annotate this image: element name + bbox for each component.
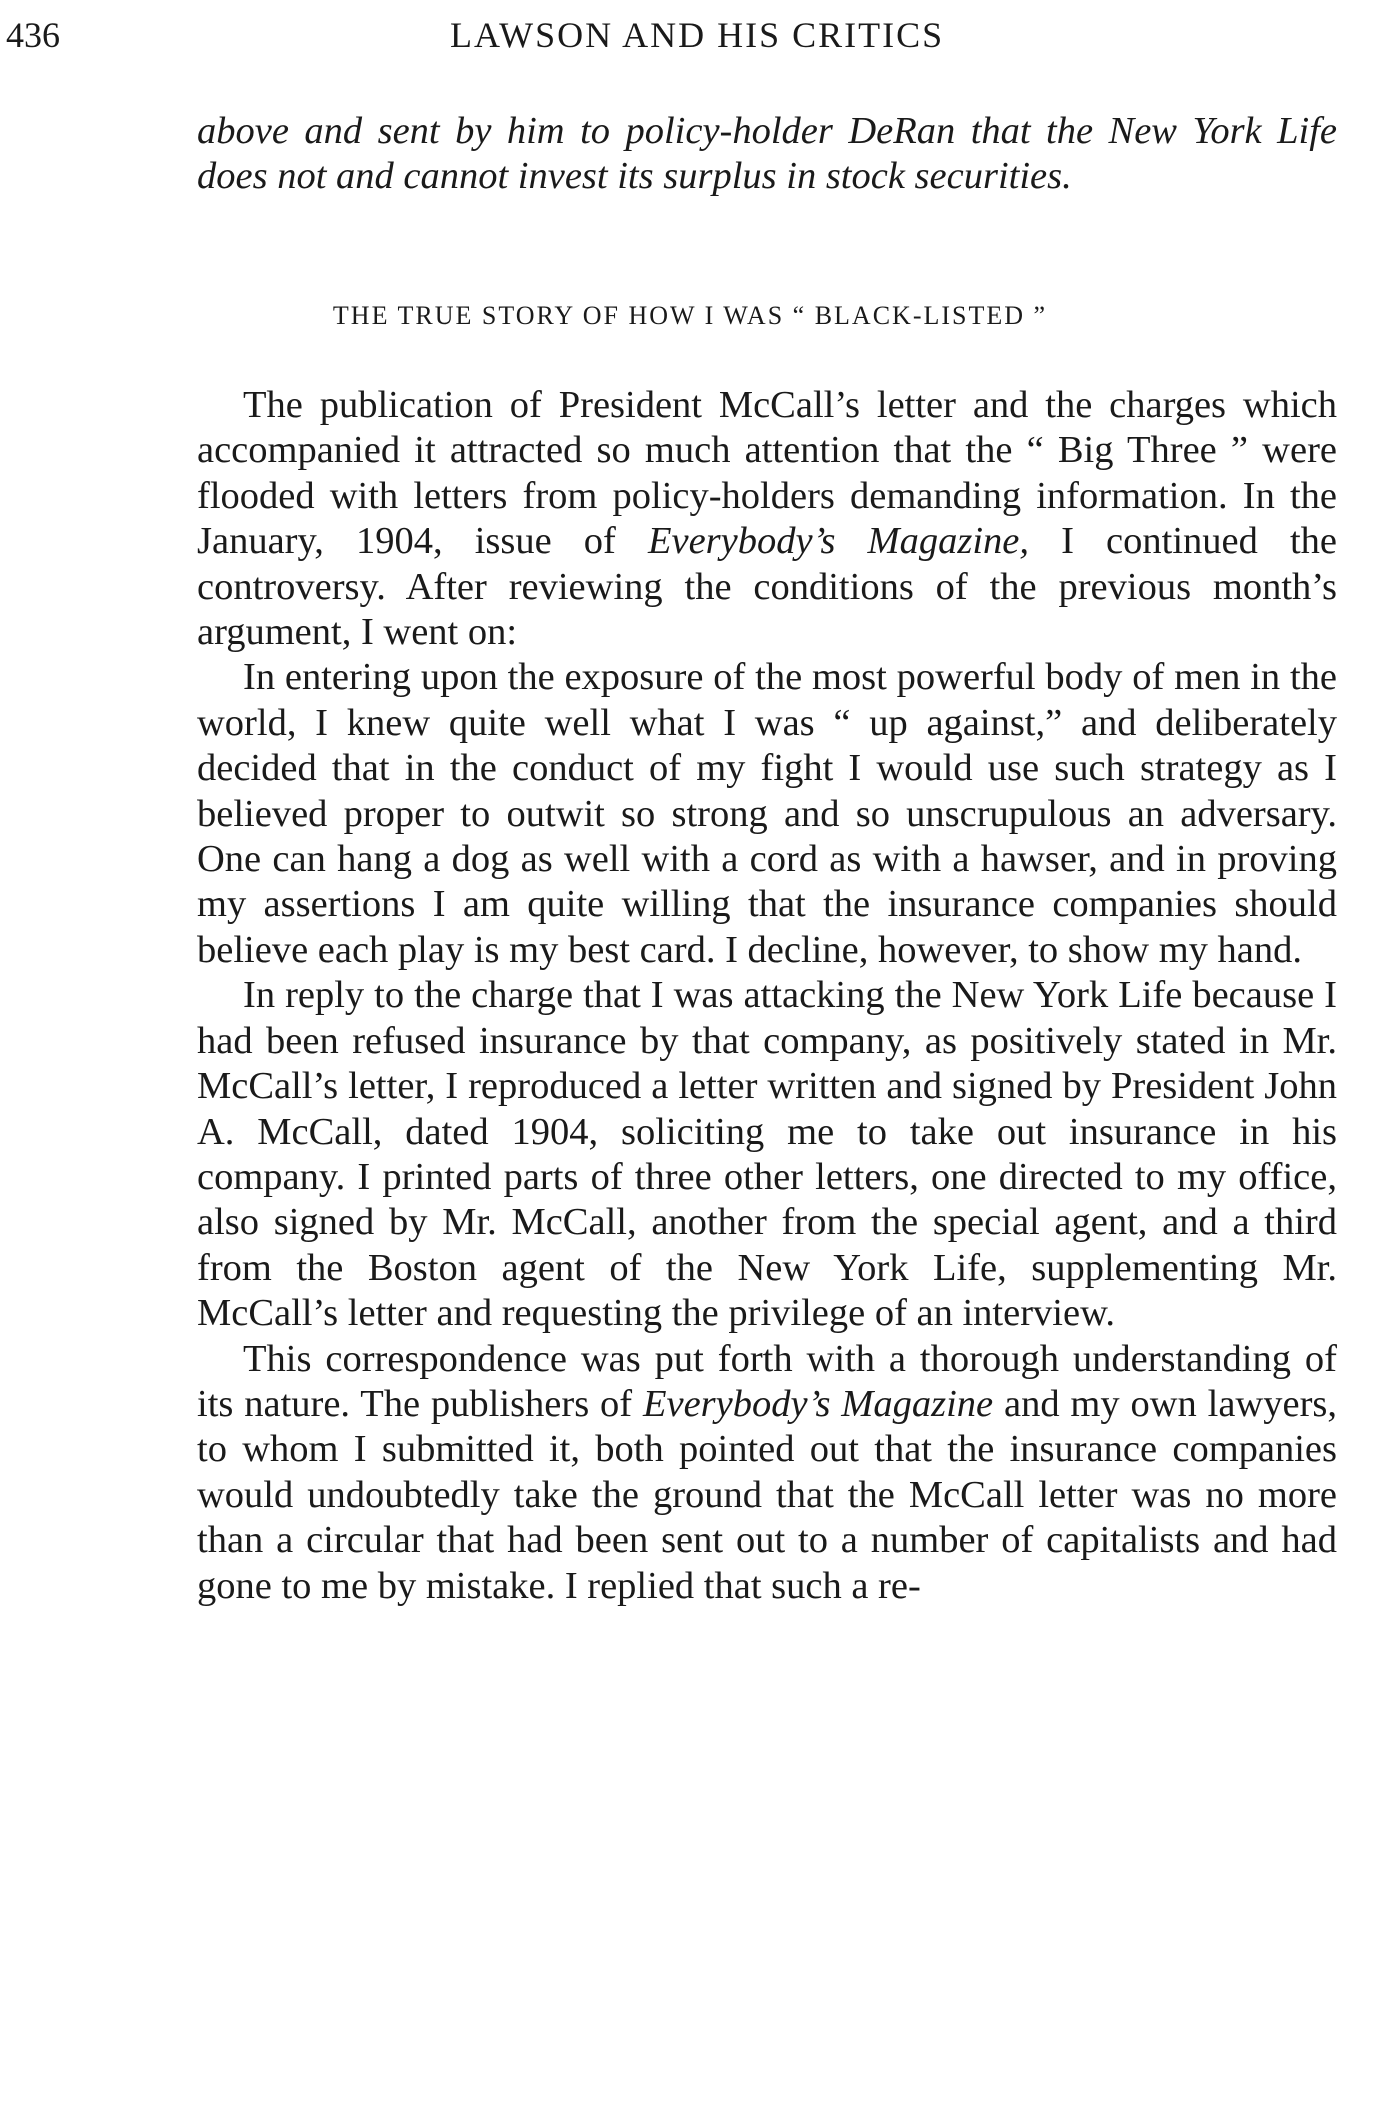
intro-paragraph: above and sent by him to policy-holder DeRan that the New York Life does not and cannot invest its surplus in stock securities. — [197, 110, 1337, 198]
paragraph-1 — [197, 383, 1337, 655]
paragraph-2: In entering upon the exposure of the most powerful body of men in the world, I knew quite well what I was “ up against,” and deliberately decided that in the conduct of my fight I would use such strategy as I believed proper to outwit so strong and so unscrupulous an adversary. One can hang a dog as well with a cord as with a hawser, and in proving my assertions I am quite willing that the insurance companies should believe each play is my best card. I decline, however, to show my hand. — [197, 656, 1337, 971]
paragraph-1-text-before: The publication of President McCall’s letter and the charges which accompanied it attracted so much attention that the “ Big Three ” were flooded with letters from policy-holders demanding information. In the January, 1904, issue of — [197, 384, 1337, 563]
paragraph-4-text-after: and my own lawyers, to whom I submitted it, both pointed out that the insurance companies would undoubtedly take the ground that the McCall letter was no more than a circular that had been sent out to a number of capitalists and had gone to me by mistake. I replied that such a re- — [197, 1382, 1337, 1607]
paragraph-4-text-before: This correspondence was put forth with a thorough understanding of its nature. The publishers of — [197, 1337, 1337, 1425]
magazine-title-italic: Everybody’s Magazine, — [647, 520, 1029, 563]
paragraph-4 — [197, 1337, 1337, 1609]
page-number: 436 — [6, 15, 60, 55]
section-heading: THE TRUE STORY OF HOW I WAS “ BLACK-LISTED ” — [332, 301, 1048, 330]
body-text — [197, 383, 1337, 1609]
magazine-title-italic: Everybody’s Magazine — [642, 1382, 994, 1425]
running-head — [0, 14, 1380, 64]
paragraph-1-text-after: I continued the controversy. After reviewing the conditions of the previous month’s argument, I went on: — [197, 520, 1337, 654]
paragraph-3: In reply to the charge that I was attacking the New York Life because I had been refused insurance by that company, as positively stated in Mr. McCall’s letter, I reproduced a letter written and signed by President John A. McCall, dated 1904, soliciting me to take out insurance in his company. I printed parts of three other letters, one directed to my office, also signed by Mr. McCall, another from the special agent, and a third from the Boston agent of the New York Life, supplementing Mr. McCall’s letter and requesting the privilege of an interview. — [197, 974, 1337, 1335]
running-title: LAWSON AND HIS CRITICS — [450, 15, 945, 55]
